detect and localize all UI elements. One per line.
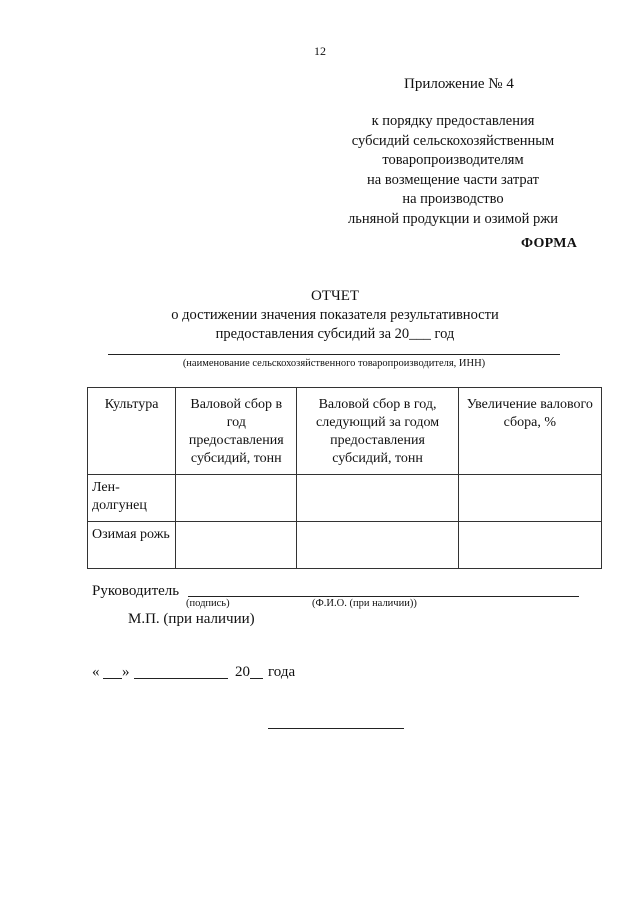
header-gross-yield-subsidy-year: Валовой сбор в год предоставления субсидий, тонн <box>176 388 297 475</box>
cell-yield-increase[interactable] <box>458 522 601 569</box>
date-day-line[interactable] <box>103 678 122 679</box>
appendix-line: льняной продукции и озимой ржи <box>347 210 559 227</box>
producer-name-caption: (наименование сельскохозяйственного товаропроизводителя, ИНН) <box>182 358 486 369</box>
stamp-label: М.П. (при наличии) <box>128 611 255 627</box>
appendix-line: товаропроизводителям <box>382 152 524 168</box>
appendix-reference <box>328 112 578 229</box>
appendix-title: Приложение № 4 <box>404 76 514 92</box>
date-month-line[interactable] <box>134 678 228 679</box>
appendix-line: субсидий сельскохозяйственным <box>351 132 555 149</box>
cell-gross-yield-next-year[interactable] <box>297 522 458 569</box>
appendix-line: на возмещение части затрат <box>367 171 539 188</box>
table-row <box>88 522 602 569</box>
cell-gross-yield-subsidy-year[interactable] <box>176 475 297 522</box>
form-label: ФОРМА <box>521 236 578 251</box>
report-table <box>87 387 602 569</box>
table-header-row <box>88 388 602 475</box>
cell-crop: Озимая рожь <box>88 522 176 569</box>
appendix-line: на производство <box>402 191 504 207</box>
date-year-prefix: 20 <box>235 664 250 680</box>
date-quote-close: » <box>122 664 130 680</box>
cell-gross-yield-subsidy-year[interactable] <box>176 522 297 569</box>
report-title: ОТЧЕТ <box>310 288 360 304</box>
signature-caption: (подпись) <box>186 598 230 609</box>
full-name-caption: (Ф.И.О. (при наличии)) <box>312 598 417 609</box>
header-gross-yield-next-year: Валовой сбор в год, следующий за годом предоставления субсидий, тонн <box>297 388 458 475</box>
head-label: Руководитель <box>92 583 180 599</box>
header-crop: Культура <box>88 388 176 475</box>
date-year-line[interactable] <box>250 678 263 679</box>
date-quote-open: « <box>92 664 100 680</box>
cell-gross-yield-next-year[interactable] <box>297 475 458 522</box>
appendix-line: к порядку предоставления <box>371 113 535 129</box>
report-subtitle-line: о достижении значения показателя результативности <box>171 307 499 323</box>
table-row <box>88 475 602 522</box>
header-yield-increase: Увеличение валового сбора, % <box>458 388 601 475</box>
report-subtitle <box>0 306 640 344</box>
bottom-line <box>268 728 404 729</box>
signature-line[interactable] <box>188 596 579 597</box>
producer-name-line <box>108 354 560 355</box>
report-subtitle-line: предоставления субсидий за 20___ год <box>215 326 455 342</box>
cell-crop: Лен-долгунец <box>88 475 176 522</box>
cell-yield-increase[interactable] <box>458 475 601 522</box>
page-number: 12 <box>314 44 326 58</box>
date-year-suffix: года <box>268 664 296 680</box>
